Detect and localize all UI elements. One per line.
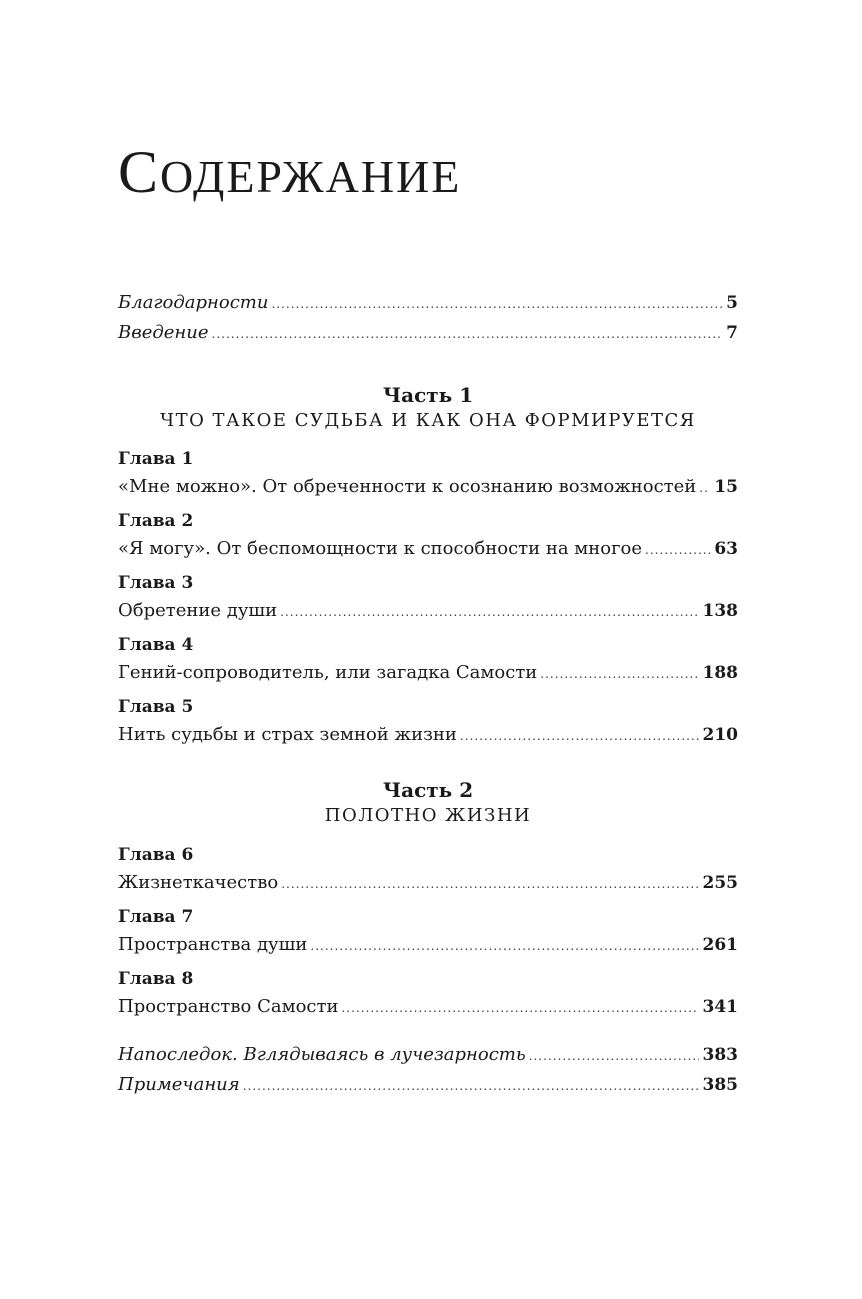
chapter-number: Глава 3 [118, 573, 194, 593]
dot-leader [310, 931, 698, 961]
chapter-number: Глава 4 [118, 635, 194, 655]
toc-entry-acknowledgements[interactable] [118, 288, 738, 318]
toc-entry-label: Нить судьбы и страх земной жизни [118, 724, 457, 745]
toc-entry[interactable] [118, 930, 738, 960]
dot-leader [540, 659, 698, 689]
toc-entry-label: «Я могу». От беспомощности к способности на многое [118, 538, 643, 559]
chapter-number: Глава 5 [118, 697, 194, 717]
toc-entry[interactable] [118, 992, 738, 1022]
toc-entry-label: «Мне можно». От обреченности к осознанию возможностей [118, 476, 697, 497]
toc-entry-label: Введение [118, 322, 209, 343]
back-matter-list [118, 1040, 738, 1100]
toc-entry[interactable] [118, 596, 738, 626]
toc-page-number: 210 [702, 725, 738, 745]
toc-entry-label: Примечания [118, 1074, 240, 1095]
chapter-number: Глава 2 [118, 511, 194, 531]
dot-leader [243, 1071, 699, 1101]
toc-entry-label: Жизнеткачество [118, 872, 279, 893]
toc-page-number: 188 [702, 663, 738, 683]
toc-page-number: 63 [714, 539, 738, 559]
toc-page-number: 5 [726, 293, 738, 313]
chapter-7[interactable] [118, 904, 738, 960]
part-subtitle: ПОЛОТНО ЖИЗНИ [324, 805, 532, 826]
toc-page-number: 7 [726, 323, 738, 343]
toc-page-number: 255 [702, 873, 738, 893]
front-matter-list [118, 288, 738, 348]
part-number: Часть 1 [382, 383, 474, 407]
toc-entry[interactable] [118, 534, 738, 564]
toc-page-number: 138 [702, 601, 738, 621]
toc-entry-label: Благодарности [118, 292, 269, 313]
toc-page-number: 385 [702, 1075, 738, 1095]
toc-page-number: 341 [702, 997, 738, 1017]
toc-entry[interactable] [118, 472, 738, 502]
toc-entry-label: Пространство Самости [118, 996, 339, 1017]
chapter-1[interactable] [118, 446, 738, 502]
toc-entry-afterword[interactable] [118, 1040, 738, 1070]
toc-page-number: 383 [702, 1045, 738, 1065]
chapter-3[interactable] [118, 570, 738, 626]
toc-entry-label: Пространства души [118, 934, 308, 955]
chapter-6[interactable] [118, 842, 738, 898]
part-2-heading [118, 777, 738, 829]
toc-entry[interactable] [118, 868, 738, 898]
dot-leader [460, 721, 699, 751]
chapter-8[interactable] [118, 966, 738, 1022]
toc-entry-introduction[interactable] [118, 318, 738, 348]
dot-leader [699, 473, 710, 503]
dot-leader [280, 597, 698, 627]
chapter-number: Глава 6 [118, 845, 194, 865]
dot-leader [341, 993, 698, 1023]
chapter-number: Глава 1 [118, 449, 194, 469]
toc-entry-label: Обретение души [118, 600, 278, 621]
dot-leader [212, 319, 723, 349]
dot-leader [529, 1041, 699, 1071]
toc-page-number: 261 [702, 935, 738, 955]
toc-entry[interactable] [118, 658, 738, 688]
toc-entry[interactable] [118, 720, 738, 750]
dot-leader [271, 289, 722, 319]
dot-leader [281, 869, 698, 899]
toc-entry-label: Гений-сопроводитель, или загадка Самости [118, 662, 538, 683]
page-title: СОДЕРЖАНИЕ [118, 139, 462, 205]
chapter-number: Глава 8 [118, 969, 194, 989]
toc-entry-label: Напоследок. Вглядываясь в лучезарность [118, 1044, 526, 1065]
chapter-4[interactable] [118, 632, 738, 688]
chapter-2[interactable] [118, 508, 738, 564]
toc-page-number: 15 [714, 477, 738, 497]
part-1-heading [118, 382, 738, 434]
toc-entry-notes[interactable] [118, 1070, 738, 1100]
dot-leader [645, 535, 710, 565]
chapter-number: Глава 7 [118, 907, 194, 927]
part-subtitle: ЧТО ТАКОЕ СУДЬБА И КАК ОНА ФОРМИРУЕТСЯ [160, 410, 696, 431]
part-number: Часть 2 [382, 778, 474, 802]
chapter-5[interactable] [118, 694, 738, 750]
